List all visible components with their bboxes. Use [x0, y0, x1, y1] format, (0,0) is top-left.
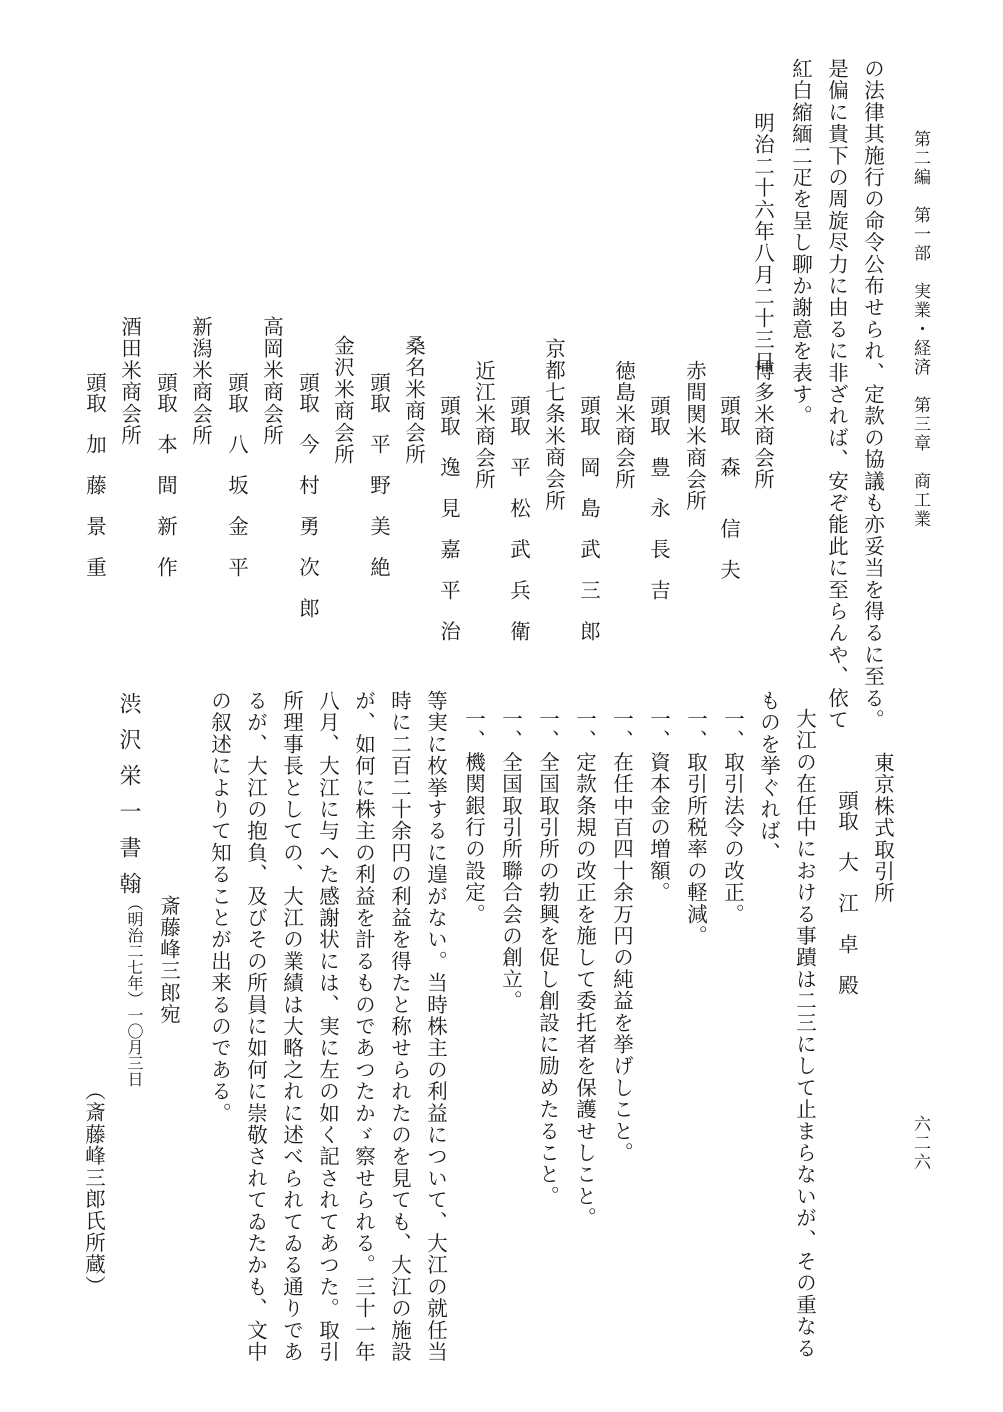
- signatory-name-5: 頭取 逸 見 嘉 平 治: [436, 395, 461, 641]
- narrative-item-6: 一、全国取引所の勃興を促し創設に励めたること。: [535, 708, 560, 1208]
- narrative-intro-1: 大江の在任中における事蹟は二三にして止まらないが、その重なる: [792, 708, 817, 1359]
- narrative-paragraph-1: 等実に枚挙するに遑がない。当時株主の利益について、大江の就任当: [423, 690, 448, 1363]
- signatory-org-7: 金沢米商会所: [330, 335, 355, 466]
- addressee-org: 東京株式取引所: [870, 752, 895, 904]
- signatory-name-2: 頭取 豊 永 長 吉: [646, 395, 671, 600]
- narrative-item-4: 一、在任中百四十余万円の純益を挙げしこと。: [609, 708, 634, 1164]
- signatory-name-7: 頭取 今 村 勇 次 郎: [295, 372, 320, 618]
- signatory-name-8: 頭取 八 坂 金 平: [224, 372, 249, 577]
- narrative-paragraph-6: るが、大江の抱負、及びその所員に如何に崇敬されてゐたかも、文中: [243, 690, 268, 1363]
- letter2-recipient: 斎藤峰三郎宛: [156, 895, 181, 1026]
- signatory-name-4: 頭取 平 松 武 兵 衛: [506, 395, 531, 641]
- narrative-item-7: 一、全国取引所聯合会の創立。: [498, 708, 523, 1012]
- signatory-name-1: 頭取 森 信 夫: [716, 395, 741, 580]
- signatory-org-9: 新潟米商会所: [188, 316, 213, 447]
- addressee-name: 頭取 大 江 卓 殿: [834, 790, 859, 995]
- signatory-name-10: 頭取 加 藤 景 重: [82, 372, 107, 577]
- collection-note: （斎藤峰三郎氏所蔵）: [81, 1080, 106, 1297]
- letter1-date: 明治二十六年八月二十三日: [750, 112, 775, 373]
- narrative-item-1: 一、取引法令の改正。: [720, 708, 745, 925]
- narrative-paragraph-2: 時に二百二十余円の利益を得たと称せられたのを見ても、大江の施設: [387, 690, 412, 1363]
- narrative-paragraph-5: 所理事長としての、大江の業績は大略之れに述べられてゐる通りであ: [279, 690, 304, 1363]
- letter1-line-1: の法律其施行の命令公布せられ、定款の協議も亦妥当を得るに至る。: [860, 58, 885, 731]
- signatory-name-6: 頭取 平 野 美 絶: [366, 372, 391, 577]
- letter1-line-2: 是偏に貴下の周旋尽力に由るに非ざれば、安ぞ能此に至らんや、依て: [824, 58, 849, 731]
- narrative-item-3: 一、資本金の増額。: [646, 708, 671, 904]
- narrative-paragraph-7: の叙述によりて知ることが出来るのである。: [207, 690, 232, 1124]
- page-number: 六二六: [910, 1115, 930, 1172]
- signatory-org-5: 近江米商会所: [471, 360, 496, 491]
- narrative-item-8: 一、機関銀行の設定。: [461, 708, 486, 925]
- narrative-intro-2: ものを挙ぐれば、: [756, 690, 781, 864]
- narrative-item-5: 一、定款条規の改正を施して委托者を保護せしこと。: [572, 708, 597, 1229]
- letter2-title: 渋沢栄一書翰: [116, 692, 141, 908]
- signatory-name-9: 頭取 本 間 新 作: [153, 372, 178, 577]
- signatory-org-4: 京都七条米商会所: [541, 338, 566, 512]
- narrative-paragraph-4: 八月、大江に与へた感謝状には、実に左の如く記されてあつた。取引: [315, 690, 340, 1363]
- signatory-org-6: 桑名米商会所: [401, 335, 426, 466]
- signatory-org-3: 徳島米商会所: [611, 360, 636, 491]
- narrative-paragraph-3: が、如何に株主の利益を計るものであつたかゞ察せられる。三十一年: [351, 690, 376, 1363]
- signatory-org-8: 高岡米商会所: [259, 316, 284, 447]
- signatory-org-2: 赤間関米商会所: [682, 360, 707, 512]
- letter2-date: （明治二七年）一〇月三日: [125, 895, 144, 1087]
- narrative-item-2: 一、取引所税率の軽減。: [683, 708, 708, 947]
- letter1-line-3: 紅白縮緬二疋を呈し聊か謝意を表す。: [788, 58, 813, 427]
- signatory-org-10: 酒田米商会所: [117, 316, 142, 447]
- running-head: 第二編 第一部 実業・経済 第三章 商工業: [910, 130, 930, 529]
- signatory-org-1: 博多米商会所: [750, 360, 775, 491]
- signatory-name-3: 頭取 岡 島 武 三 郎: [576, 395, 601, 641]
